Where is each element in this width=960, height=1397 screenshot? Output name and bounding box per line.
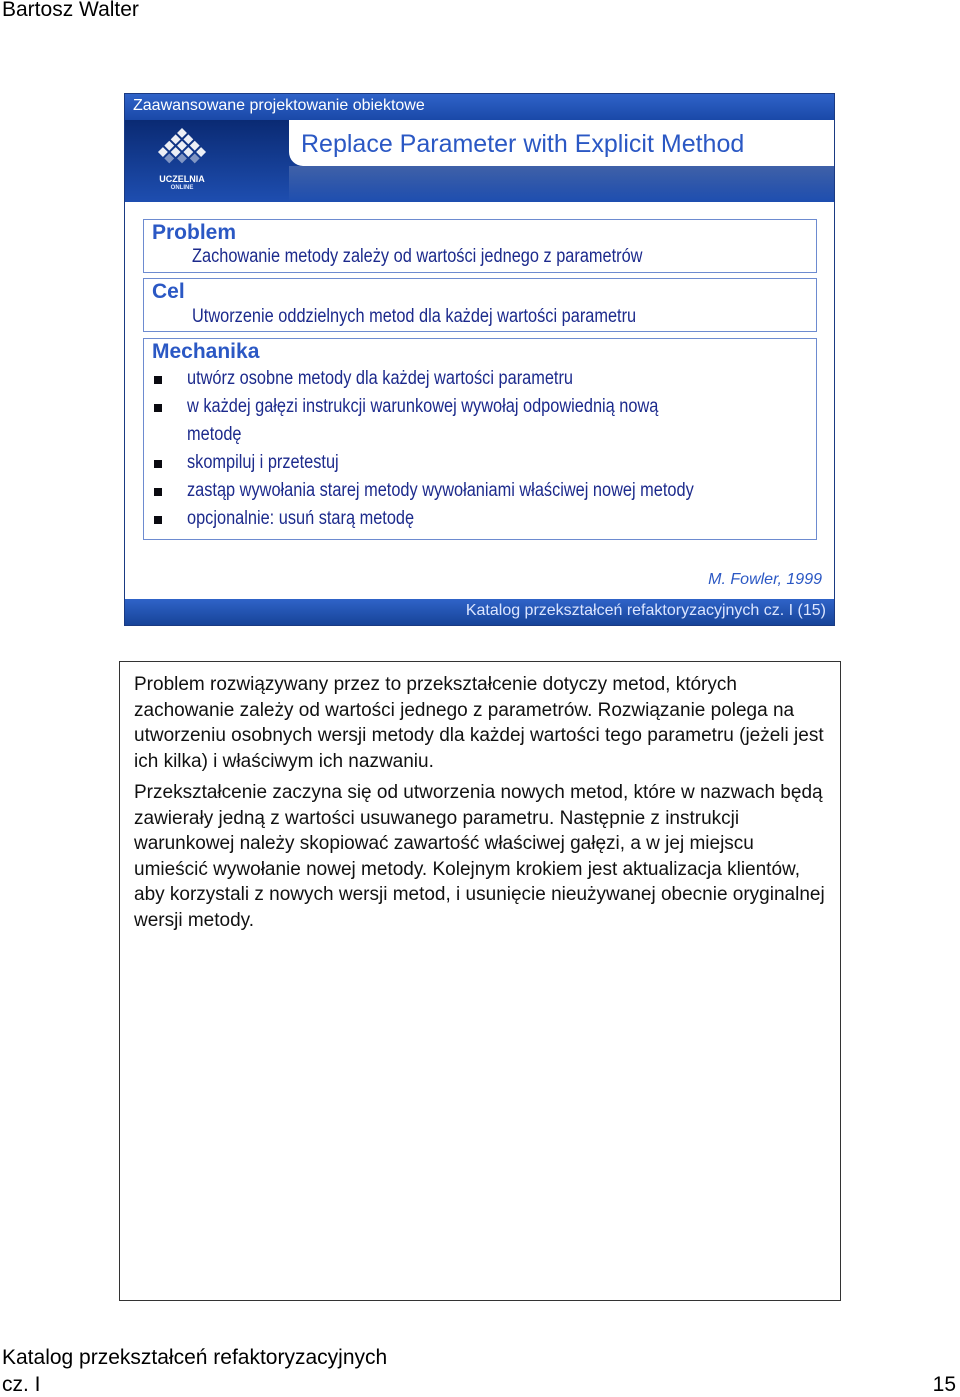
mechanics-step: skompiluj i przetestuj xyxy=(187,452,339,473)
mechanics-step: opcjonalnie: usuń starą metodę xyxy=(187,508,415,529)
logo-text: UCZELNIA xyxy=(159,174,205,184)
bullet-icon xyxy=(154,404,162,412)
notes-box xyxy=(119,661,841,1301)
mechanics-step: w każdej gałęzi instrukcji warunkowej wywołaj odpowiednią nową xyxy=(187,396,659,417)
mechanics-step: utwórz osobne metody dla każdej wartości parametru xyxy=(187,368,574,389)
university-logo-icon xyxy=(143,124,221,200)
slide-footer xyxy=(125,599,834,625)
bullet-icon xyxy=(154,488,162,496)
mechanics-box xyxy=(143,338,817,540)
slide-title-tab xyxy=(289,120,835,166)
problem-text: Zachowanie metody zależy od wartości jednego z parametrów xyxy=(192,246,643,267)
slide-header-band xyxy=(125,120,834,202)
mechanics-label: Mechanika xyxy=(152,340,260,363)
problem-box xyxy=(143,219,817,273)
page-footer-part: cz. I xyxy=(2,1373,41,1396)
citation: M. Fowler, 1999 xyxy=(708,571,822,588)
bullet-icon xyxy=(154,460,162,468)
notes-paragraph: Przekształcenie zaczyna się od utworzenia nowych metod, które w nazwach będą zawierały jedną z wartości usuwanego parametru. Następnie z instrukcji warunkowej należy skopiować zawartość właściwej gałęzi, a w jej miejscu umieścić wywołanie nowej metody. Kolejnym krokiem jest aktualizacja klientów, aby korzystali z nowych wersji metod, i usunięcie nieużywanej obecnie oryginalnej wersji metody. xyxy=(134,782,825,931)
page-author: Bartosz Walter xyxy=(2,0,139,21)
bullet-icon xyxy=(154,516,162,524)
page-number: 15 xyxy=(932,1373,956,1396)
mechanics-step-continuation: metodę xyxy=(187,424,242,445)
logo-grid-icon xyxy=(143,124,221,174)
logo-subtext: ONLINE xyxy=(170,185,194,191)
problem-label: Problem xyxy=(152,221,237,244)
bullet-icon xyxy=(154,376,162,384)
slide-footer-text: Katalog przekształceń refaktoryzacyjnych cz. I (15) xyxy=(465,602,826,619)
header-shine xyxy=(289,166,835,202)
mechanics-step: zastąp wywołania starej metody wywołaniami właściwej nowej metody xyxy=(187,480,694,501)
notes-paragraph: Problem rozwiązywany przez to przekształcenie dotyczy metod, których zachowanie zależy od wartości jednego z parametrów. Rozwiązanie polega na utworzeniu osobnych wersji metody dla każdej wartości tego parametru (jeżeli jest ich kilka) i właściwym ich nazwaniu. xyxy=(134,674,824,772)
slide xyxy=(124,93,835,626)
slide-title: Replace Parameter with Explicit Method xyxy=(301,130,745,158)
goal-text: Utworzenie oddzielnych metod dla każdej wartości parametru xyxy=(192,306,637,327)
course-title: Zaawansowane projektowanie obiektowe xyxy=(133,97,425,114)
page-footer-title: Katalog przekształceń refaktoryzacyjnych xyxy=(2,1346,388,1369)
goal-label: Cel xyxy=(152,280,185,303)
slide-top-bar xyxy=(125,94,834,120)
goal-box xyxy=(143,278,817,332)
